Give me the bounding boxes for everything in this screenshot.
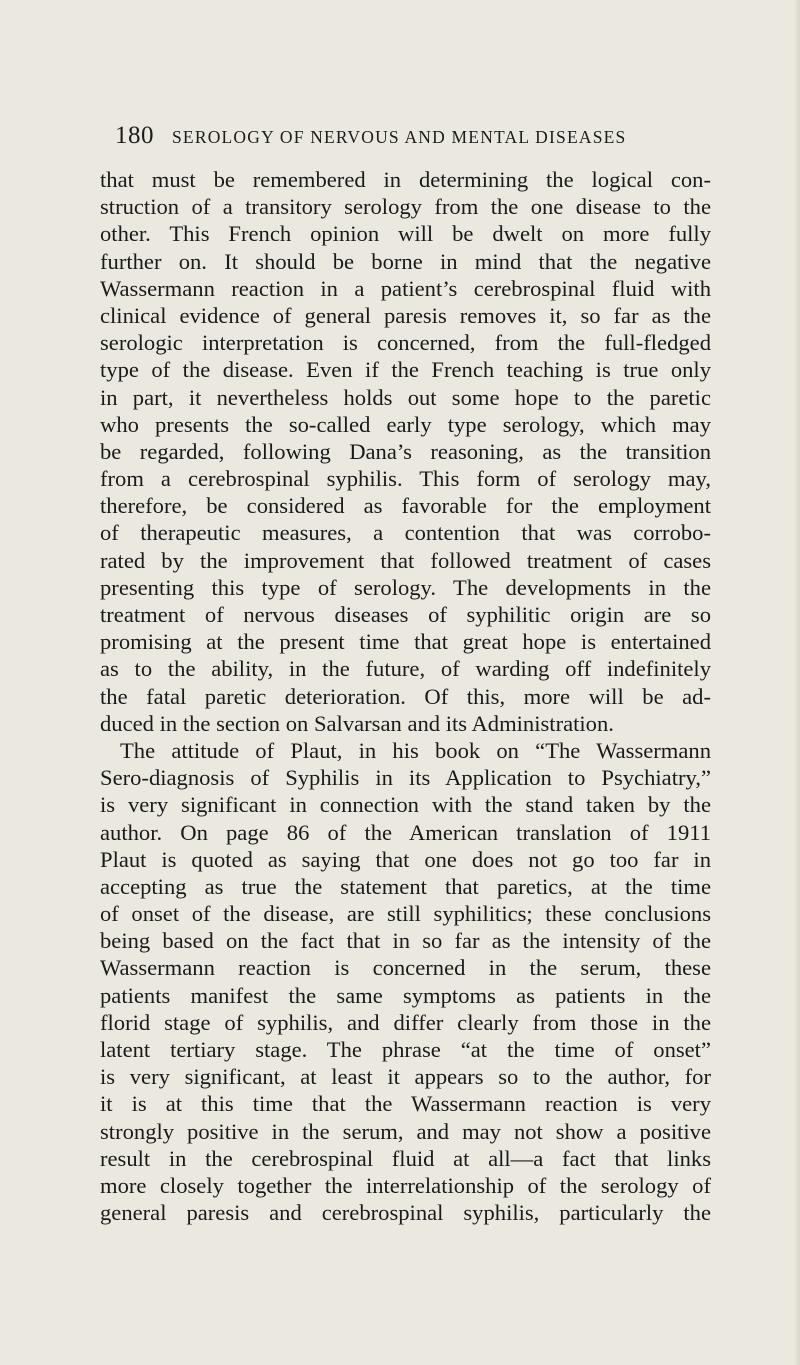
- text-line: as to the ability, in the future, of warding off indefinitely: [100, 656, 711, 682]
- text-line: promising at the present time that great hope is entertained: [100, 629, 711, 655]
- text-line: in part, it nevertheless holds out some hope to the paretic: [100, 384, 711, 410]
- text-line: result in the cerebrospinal fluid at all—a fact that links: [100, 1145, 711, 1171]
- text-line: is very significant in connection with the stand taken by the: [100, 792, 711, 818]
- running-head-title: SEROLOGY OF NERVOUS AND MENTAL DISEASES: [172, 127, 627, 147]
- text-line: Wassermann reaction in a patient’s cerebrospinal fluid with: [100, 275, 711, 301]
- text-line: that must be remembered in determining the logical con-: [100, 167, 711, 192]
- body-text: [100, 166, 711, 1226]
- text-line: it is at this time that the Wassermann reaction is very: [100, 1091, 711, 1117]
- text-line: rated by the improvement that followed treatment of cases: [100, 547, 711, 573]
- text-line: type of the disease. Even if the French teaching is true only: [100, 357, 711, 383]
- text-line: of therapeutic measures, a contention that was corrobo-: [100, 520, 711, 546]
- text-line: general paresis and cerebrospinal syphilis, particularly the: [100, 1200, 711, 1226]
- text-line: Plaut is quoted as saying that one does not go too far in: [100, 846, 711, 872]
- text-line: Wassermann reaction is concerned in the serum, these: [100, 955, 711, 981]
- text-line: who presents the so-called early type serology, which may: [100, 411, 711, 437]
- page-edge-shadow: [794, 0, 800, 1365]
- text-line: from a cerebrospinal syphilis. This form of serology may,: [100, 466, 711, 492]
- text-line: presenting this type of serology. The developments in the: [100, 574, 711, 600]
- paragraph-first-line: The attitude of Plaut, in his book on “The Wassermann: [120, 737, 711, 763]
- text-line: be regarded, following Dana’s reasoning, as the transition: [100, 438, 711, 464]
- running-head: [115, 122, 715, 150]
- text-line: the fatal paretic deterioration. Of this, more will be ad-: [100, 683, 711, 709]
- text-line: more closely together the interrelationship of the serology of: [100, 1172, 711, 1198]
- text-line: therefore, be considered as favorable for the employment: [100, 493, 711, 519]
- text-line: strongly positive in the serum, and may not show a positive: [100, 1118, 711, 1144]
- text-line: struction of a transitory serology from the one disease to the: [100, 194, 711, 220]
- text-line: is very significant, at least it appears so to the author, for: [100, 1064, 711, 1090]
- text-line: of onset of the disease, are still syphilitics; these conclusions: [100, 901, 711, 927]
- page-number: 180: [115, 122, 154, 149]
- text-line: clinical evidence of general paresis removes it, so far as the: [100, 302, 711, 328]
- text-line: further on. It should be borne in mind that the negative: [100, 248, 711, 274]
- text-line: treatment of nervous diseases of syphilitic origin are so: [100, 602, 711, 627]
- text-line: serologic interpretation is concerned, from the full-fledged: [100, 330, 711, 356]
- text-line: duced in the section on Salvarsan and its Administration.: [100, 710, 614, 736]
- text-line: author. On page 86 of the American translation of 1911: [100, 819, 711, 845]
- text-line: patients manifest the same symptoms as patients in the: [100, 982, 711, 1008]
- text-line: other. This French opinion will be dwelt on more fully: [100, 221, 711, 247]
- text-line: being based on the fact that in so far as the intensity of the: [100, 928, 711, 954]
- text-line: latent tertiary stage. The phrase “at the time of onset”: [100, 1037, 711, 1062]
- text-line: accepting as true the statement that paretics, at the time: [100, 873, 711, 899]
- text-line: florid stage of syphilis, and differ clearly from those in the: [100, 1009, 711, 1035]
- text-line: Sero-diagnosis of Syphilis in its Application to Psychiatry,”: [100, 765, 711, 791]
